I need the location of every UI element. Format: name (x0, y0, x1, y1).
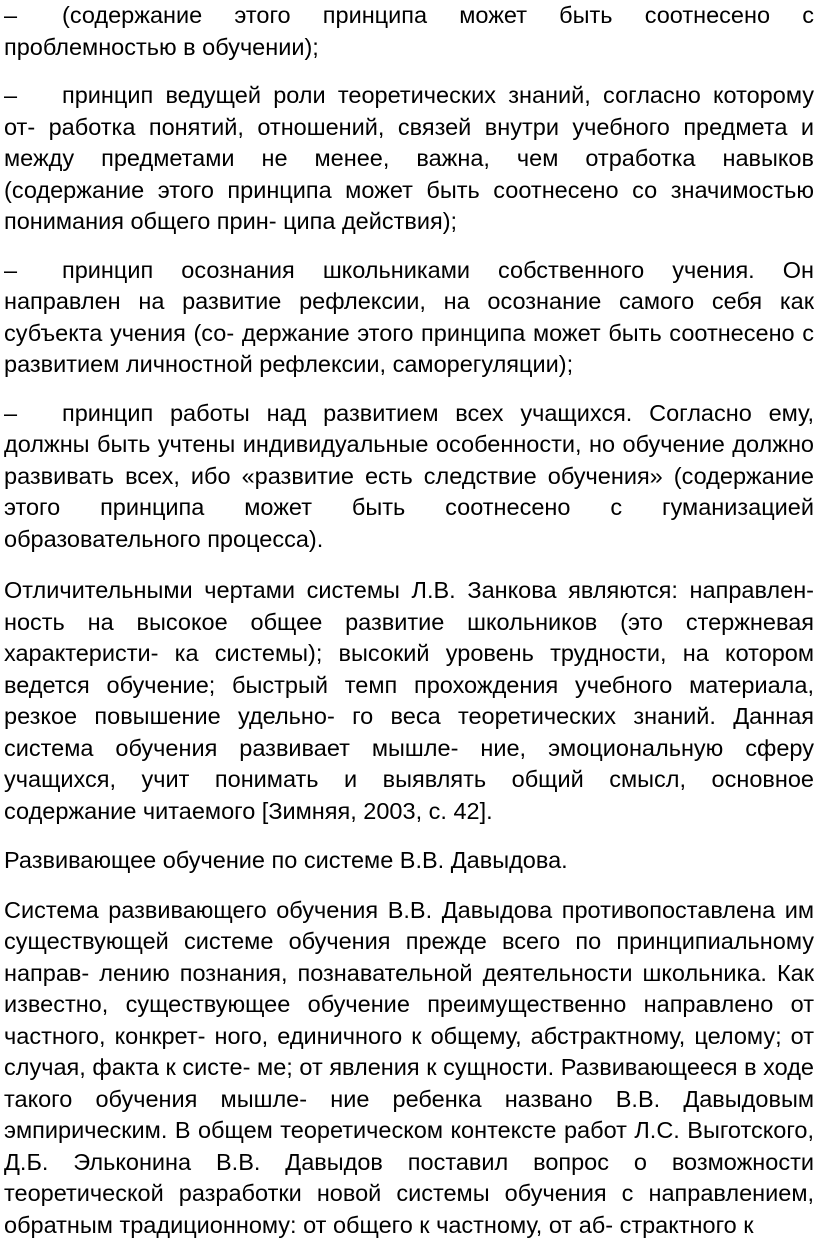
bullet-text: (содержание этого принципа может быть соотнесено с проблемностью в обучении); (4, 2, 814, 60)
bullet-dash: – (4, 80, 62, 112)
bullet-item-awareness (4, 255, 814, 381)
bullet-item-problem (4, 0, 814, 63)
bullet-text: принцип осознания школьниками собственного учения. Он направлен на развитие рефлексии, на осознание самого себя как субъекта учения (со- держание этого принципа может быть соотнесено с развитием личностной рефлексии, саморегуляции); (4, 257, 814, 378)
bullet-item-all-students (4, 398, 814, 556)
bullet-dash: – (4, 398, 62, 430)
paragraph-davydov: Система развивающего обучения В.В. Давыдова противопоставлена им существующей системе обучения прежде всего по принципиальному направ- лению познания, познавательной деятельности школьника. Как известно, существующее обучение преимущественно направлено от частного, конкрет- ного, единичного к общему, абстрактному, целому; от случая, факта к систе- ме; от явления к сущности. Развивающееся в ходе такого обучения мышле- ние ребенка названо В.В. Давыдовым эмпирическим. В общем теоретическом контексте работ Л.С. Выготского, Д.Б. Эльконина В.В. Давыдов поставил вопрос о возможности теоретической разработки новой системы обучения с направлением, обратным традиционному: от общего к частному, от аб- страктного к (4, 895, 814, 1241)
bullet-text: принцип ведущей роли теоретических знаний, согласно которому от- работка понятий, отношений, связей внутри учебного предмета и между предметами не менее, важна, чем отработка навыков (содержание этого принципа может быть соотнесено со значимостью понимания общего прин- ципа действия); (4, 82, 814, 234)
bullet-text: принцип работы над развитием всех учащихся. Согласно ему, должны быть учтены индивидуальные особенности, но обучение должно развивать всех, ибо «развитие есть следствие обучения» (содержание этого принципа может быть соотнесено с гуманизацией образовательного процесса). (4, 400, 814, 552)
section-heading-davydov: Развивающее обучение по системе В.В. Давыдова. (4, 845, 814, 877)
bullet-dash: – (4, 0, 62, 32)
paragraph-zankov: Отличительными чертами системы Л.В. Занкова являются: направлен- ность на высокое общее развитие школьников (это стержневая характеристи- ка системы); высокий уровень трудности, на котором ведется обучение; быстрый темп прохождения учебного материала, резкое повышение удельно- го веса теоретических знаний. Данная система обучения развивает мышле- ние, эмоциональную сферу учащихся, учит понимать и выявлять общий смысл, основное содержание читаемого [Зимняя, 2003, с. 42]. (4, 575, 814, 827)
bullet-dash: – (4, 255, 62, 287)
bullet-item-theory (4, 80, 814, 238)
